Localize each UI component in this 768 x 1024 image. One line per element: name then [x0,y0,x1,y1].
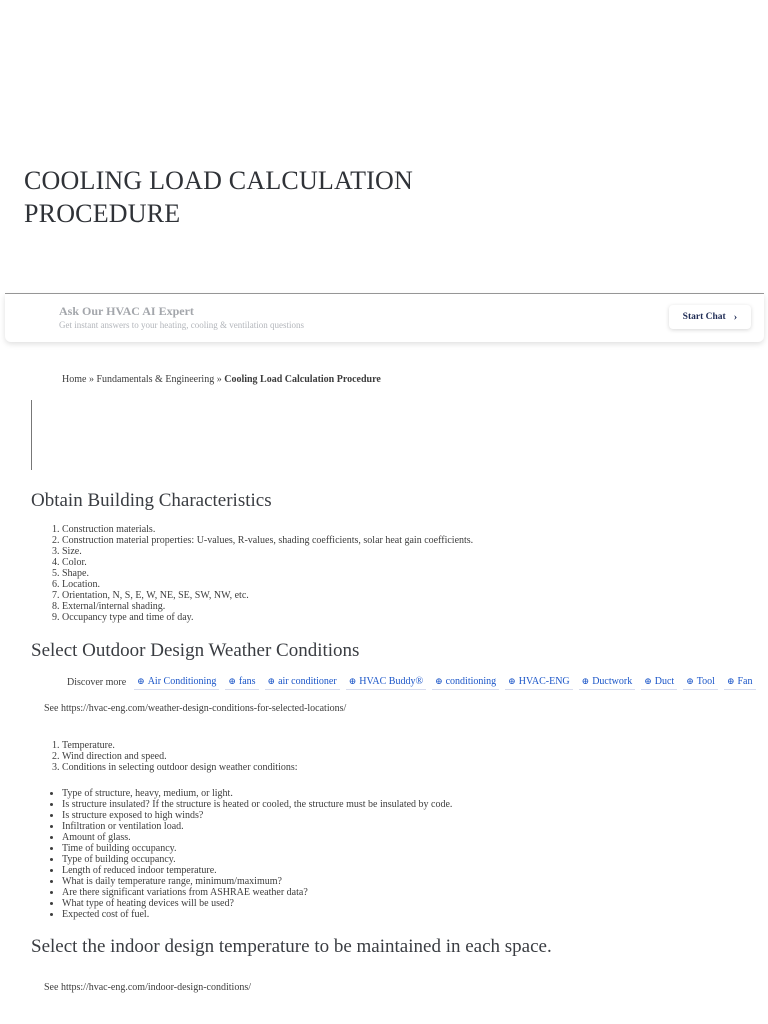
list-item: • Time of building occupancy. [62,843,452,854]
list-item: 1. Temperature. [62,740,298,751]
list-item: • Infiltration or ventilation load. [62,821,452,832]
topic-chip[interactable]: ⊕ Duct [641,674,677,690]
circled-plus-icon: ⊕ [435,676,443,686]
breadcrumb-category-link[interactable]: Fundamentals & Engineering [96,374,215,385]
section-heading-outdoor: Select Outdoor Design Weather Conditions [31,640,360,661]
list-item: 2. Wind direction and speed. [62,751,298,762]
list-item: 5. Shape. [62,568,473,579]
list-item: 7. Orientation, N, S, E, W, NE, SE, SW, NW, etc. [62,590,473,601]
circled-plus-icon: ⊕ [267,676,276,686]
circled-plus-icon: ⊕ [348,676,357,686]
topic-chip[interactable]: ⊕ Air Conditioning [134,674,219,690]
list-item: • Type of building occupancy. [62,854,452,865]
topic-chip[interactable]: ⊕ air conditioner [265,674,340,690]
breadcrumb-current: Cooling Load Calculation Procedure [224,374,381,385]
weather-conditions-see-link[interactable]: See https://hvac-eng.com/weather-design-conditions-for-selected-locations/ [44,703,347,714]
list-item: 3. Size. [62,546,473,557]
ai-banner-title: Ask Our HVAC AI Expert [59,304,194,318]
list-item: • What type of heating devices will be used? [62,898,452,909]
topic-chip[interactable]: ⊕ Fan [724,674,756,690]
circled-plus-icon: ⊕ [137,676,145,686]
list-item: • Amount of glass. [62,832,452,843]
blockquote-border [31,400,32,470]
ai-expert-banner [5,294,764,342]
indoor-conditions-see-link[interactable]: See https://hvac-eng.com/indoor-design-conditions/ [44,982,251,993]
list-item: • What is daily temperature range, minimum/maximum? [62,876,452,887]
topic-chip[interactable]: ⊕ HVAC Buddy® [346,674,426,690]
start-chat-button[interactable] [669,305,751,329]
circled-plus-icon: ⊕ [726,676,735,686]
circled-plus-icon: ⊕ [686,676,694,686]
ai-banner-subtitle: Get instant answers to your heating, cooling & ventilation questions [59,320,304,330]
list-item: • Type of structure, heavy, medium, or light. [62,788,452,799]
section-heading-indoor: Select the indoor design temperature to be maintained in each space. [31,936,552,957]
chevron-right-icon: › [733,311,738,323]
circled-plus-icon: ⊕ [581,676,590,686]
list-item: 6. Location. [62,579,473,590]
topic-chip[interactable]: ⊕ conditioning [432,674,499,690]
topic-chip[interactable]: ⊕ HVAC-ENG [505,674,572,690]
topic-chip[interactable]: ⊕ Ductwork [579,674,636,690]
list-item: 2. Construction material properties: U-values, R-values, shading coefficients, solar heat gain coefficients. [62,535,473,546]
list-item: 8. External/internal shading. [62,601,473,612]
list-item: • Is structure exposed to high winds? [62,810,452,821]
section-heading-building: Obtain Building Characteristics [31,490,272,511]
list-item: • Expected cost of fuel. [62,909,452,920]
breadcrumb-separator: » [88,374,94,385]
breadcrumb-home-link[interactable]: Home [62,374,87,385]
list-item: 3. Conditions in selecting outdoor design weather conditions: [62,762,298,773]
list-item: • Are there significant variations from ASHRAE weather data? [62,887,452,898]
selection-conditions-bullets [62,788,452,920]
list-item: • Is structure insulated? If the structure is heated or cooled, the structure must be insulated by code. [62,799,452,810]
topic-chip[interactable]: ⊕ fans [225,674,258,690]
breadcrumb-separator: » [216,374,222,385]
discover-more-bar [67,672,762,692]
start-chat-label: Start Chat [682,312,726,322]
breadcrumb [62,374,381,385]
page-title: COOLING LOAD CALCULATION PROCEDURE [24,166,413,228]
list-item: • Length of reduced indoor temperature. [62,865,452,876]
circled-plus-icon: ⊕ [644,676,652,686]
discover-more-label: Discover more [67,676,127,688]
list-item: 1. Construction materials. [62,524,473,535]
list-item: 9. Occupancy type and time of day. [62,612,473,623]
list-item: 4. Color. [62,557,473,568]
topic-chip[interactable]: ⊕ Tool [683,674,718,690]
building-characteristics-list [62,524,473,623]
outdoor-conditions-list [62,740,298,773]
circled-plus-icon: ⊕ [508,676,516,686]
circled-plus-icon: ⊕ [228,676,236,686]
